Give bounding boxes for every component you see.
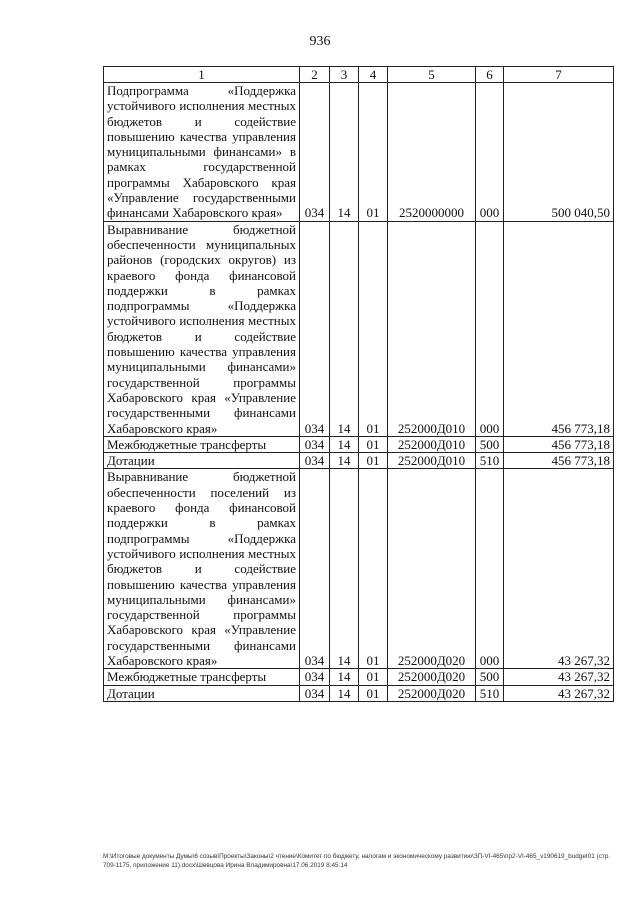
row-name: Дотации: [104, 685, 300, 701]
row-name: Межбюджетные трансферты: [104, 669, 300, 685]
budget-table: [103, 66, 614, 702]
table-row: [104, 221, 614, 436]
column-header: 2: [300, 67, 330, 83]
cell-ministry-code: 034: [300, 469, 330, 669]
row-name: Дотации: [104, 453, 300, 469]
cell-amount: 43 267,32: [504, 685, 614, 701]
cell-section: 14: [330, 685, 359, 701]
cell-ministry-code: 034: [300, 685, 330, 701]
cell-ministry-code: 034: [300, 669, 330, 685]
cell-target-article: 252000Д010: [388, 453, 476, 469]
cell-subsection: 01: [359, 221, 388, 436]
cell-subsection: 01: [359, 453, 388, 469]
cell-target-article: 252000Д010: [388, 221, 476, 436]
cell-target-article: 252000Д020: [388, 669, 476, 685]
row-name: Выравнивание бюджетной обеспеченности поселений из краевого фонда финансовой поддержки в рамках подпрограммы «Поддержка устойчивого исполнения местных бюджетов и содействие повышению качества управления муниципальными финансами» государственной программы Хабаровского края «Управление государственными финансами Хабаровского края»: [104, 469, 300, 669]
column-header: 3: [330, 67, 359, 83]
cell-amount: 456 773,18: [504, 221, 614, 436]
cell-section: 14: [330, 469, 359, 669]
cell-subsection: 01: [359, 83, 388, 222]
cell-section: 14: [330, 669, 359, 685]
file-path-footer: M:\Итоговые документы Думы\6 созыв\Проекты\Законы\2 чтение\Комитет по бюджету, налогам и экономическому развитию\ЗП-VI-465\пр2-VI-465_v190619_budget01 (стр.709-1175, приложение 11).docx\Шевцова Ирина Владимировна\17.06.2019 8:45:14: [103, 853, 611, 869]
table-row: [104, 453, 614, 469]
cell-expense-type: 000: [476, 83, 504, 222]
cell-target-article: 2520000000: [388, 83, 476, 222]
column-header: 1: [104, 67, 300, 83]
cell-ministry-code: 034: [300, 436, 330, 452]
cell-ministry-code: 034: [300, 221, 330, 436]
column-header: 5: [388, 67, 476, 83]
cell-amount: 456 773,18: [504, 436, 614, 452]
cell-expense-type: 510: [476, 453, 504, 469]
cell-subsection: 01: [359, 436, 388, 452]
cell-target-article: 252000Д020: [388, 469, 476, 669]
cell-subsection: 01: [359, 685, 388, 701]
cell-expense-type: 500: [476, 669, 504, 685]
column-header: 6: [476, 67, 504, 83]
column-header: 7: [504, 67, 614, 83]
cell-ministry-code: 034: [300, 83, 330, 222]
cell-ministry-code: 034: [300, 453, 330, 469]
cell-subsection: 01: [359, 469, 388, 669]
cell-amount: 43 267,32: [504, 669, 614, 685]
cell-subsection: 01: [359, 669, 388, 685]
row-name: Межбюджетные трансферты: [104, 436, 300, 452]
cell-amount: 43 267,32: [504, 469, 614, 669]
table-row: [104, 685, 614, 701]
cell-section: 14: [330, 221, 359, 436]
cell-section: 14: [330, 453, 359, 469]
table-row: [104, 83, 614, 222]
table-header-row: [104, 67, 614, 83]
cell-section: 14: [330, 83, 359, 222]
cell-target-article: 252000Д020: [388, 685, 476, 701]
page-number: 936: [309, 34, 331, 49]
cell-target-article: 252000Д010: [388, 436, 476, 452]
cell-expense-type: 500: [476, 436, 504, 452]
cell-amount: 500 040,50: [504, 83, 614, 222]
cell-expense-type: 000: [476, 469, 504, 669]
table-row: [104, 469, 614, 669]
row-name: Выравнивание бюджетной обеспеченности муниципальных районов (городских округов) из краевого фонда финансовой поддержки в рамках подпрограммы «Поддержка устойчивого исполнения местных бюджетов и содействие повышению качества управления муниципальными финансами» государственной программы Хабаровского края «Управление государственными финансами Хабаровского края»: [104, 221, 300, 436]
row-name: Подпрограмма «Поддержка устойчивого исполнения местных бюджетов и содействие повышению качества управления муниципальными финансами» в рамках государственной программы Хабаровского края «Управление государственными финансами Хабаровского края»: [104, 83, 300, 222]
cell-amount: 456 773,18: [504, 453, 614, 469]
table-row: [104, 669, 614, 685]
cell-section: 14: [330, 436, 359, 452]
cell-expense-type: 510: [476, 685, 504, 701]
table-row: [104, 436, 614, 452]
column-header: 4: [359, 67, 388, 83]
cell-expense-type: 000: [476, 221, 504, 436]
